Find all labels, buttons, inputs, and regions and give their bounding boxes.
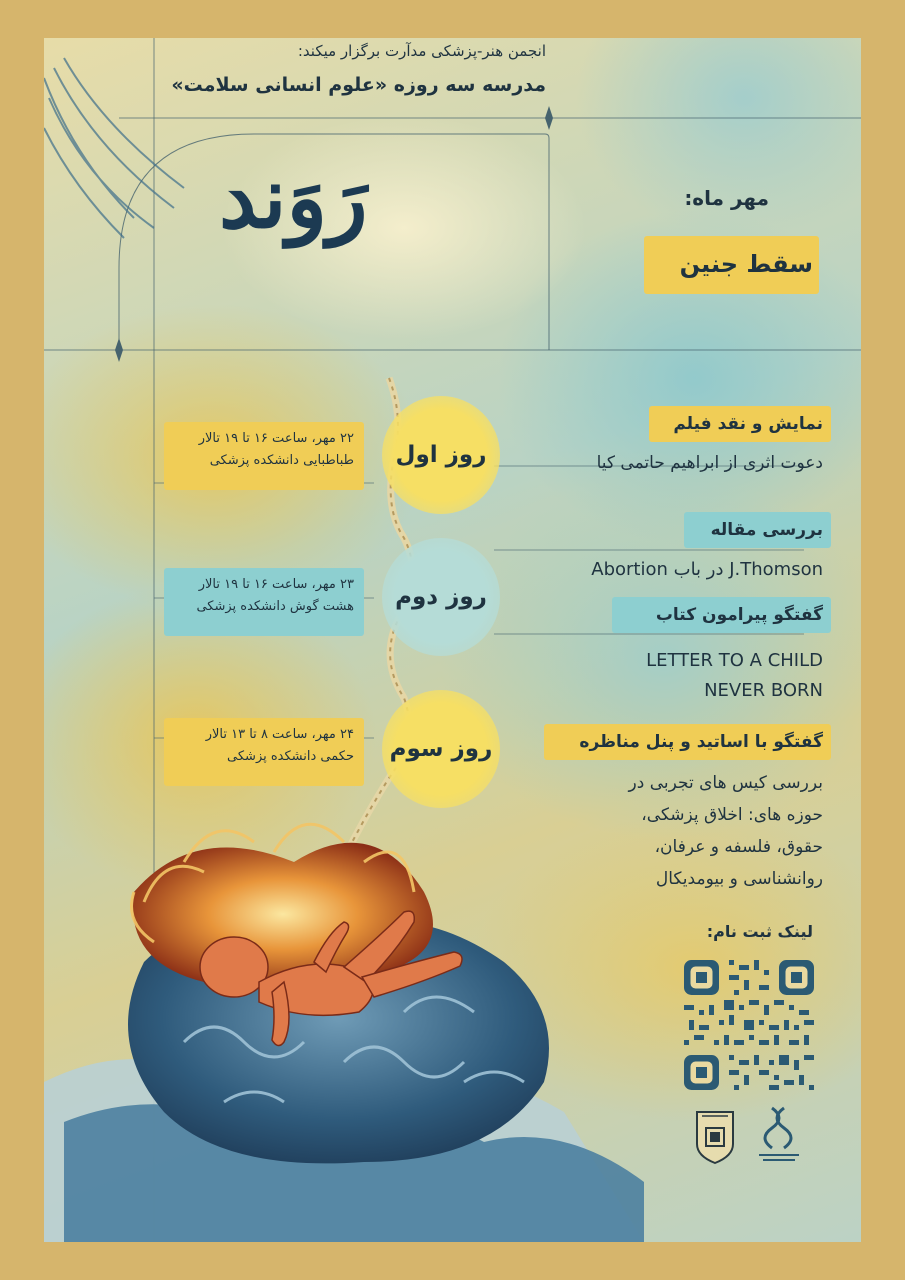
day1-date-line1: ۲۲ مهر، ساعت ۱۶ تا ۱۹ تالار (198, 431, 354, 446)
school-title: مدرسه سه روزه «علوم انسانی سلامت» (171, 74, 546, 96)
day3-date-line1: ۲۴ مهر، ساعت ۸ تا ۱۳ تالار (205, 727, 354, 742)
day-label-1: روز اول (395, 442, 487, 468)
day3-activity-title: گفتگو با اساتید و پنل مناظره (579, 732, 823, 752)
day3-date-box (164, 718, 364, 786)
day2-date-line2: هشت گوش دانشکده پزشکی (196, 599, 354, 614)
day2-book-title-line2: NEVER BORN (704, 680, 823, 701)
baby-illustration (44, 782, 644, 1242)
day-circle-1 (382, 396, 500, 514)
day2-book-title-line1: LETTER TO A CHILD (646, 650, 823, 671)
day3-desc-line1: بررسی کیس های تجربی در (628, 773, 823, 793)
day2-date-line1: ۲۳ مهر، ساعت ۱۶ تا ۱۹ تالار (198, 577, 354, 592)
month-topic: سقط جنین (679, 250, 813, 278)
organizer-line: انجمن هنر-پزشکی مدآرت برگزار میکند: (297, 42, 546, 60)
day1-date-line2: طباطبایی دانشکده پزشکی (209, 453, 354, 468)
dna-helix-logo-icon (754, 1106, 804, 1166)
month-label: مهر ماه: (684, 186, 769, 210)
main-title: رَوَند (219, 148, 368, 247)
day3-desc-line3: حقوق، فلسفه و عرفان، (654, 837, 823, 857)
day2-activity-desc: J.Thomson در باب Abortion (591, 559, 823, 580)
registration-label: لینک ثبت نام: (706, 922, 813, 941)
day3-date-line2: حکمی دانشکده پزشکی (227, 749, 354, 764)
day2-activity2-title: گفتگو پیرامون کتاب (655, 605, 823, 625)
day3-desc-line4: روانشناسی و بیومدیکال (655, 869, 823, 889)
day1-activity-title: نمایش و نقد فیلم (673, 414, 823, 434)
day2-activity-title: بررسی مقاله (710, 520, 823, 540)
qr-code-icon[interactable] (684, 960, 814, 1090)
day-circle-2 (382, 538, 500, 656)
university-emblem-icon (694, 1108, 736, 1166)
day1-activity-desc: دعوت اثری از ابراهیم حاتمی کیا (596, 453, 823, 473)
day2-date-box (164, 568, 364, 636)
day-label-2: روز دوم (395, 584, 487, 610)
day1-date-box (164, 422, 364, 490)
poster-panel (44, 38, 861, 1242)
day3-desc-line2: حوزه های: اخلاق پزشکی، (641, 805, 823, 825)
day-label-3: روز سوم (389, 736, 493, 762)
